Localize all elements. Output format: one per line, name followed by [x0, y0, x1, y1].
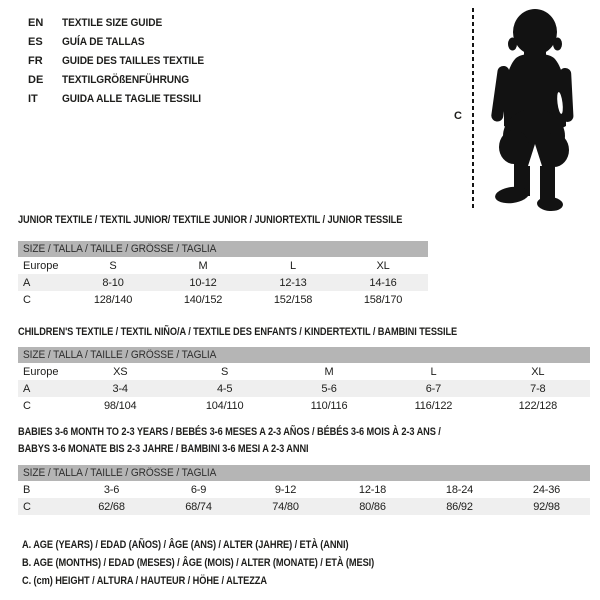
table-row-europe	[18, 257, 428, 274]
babies-textile-table	[18, 424, 590, 515]
table-row-europe	[18, 363, 590, 380]
age-cell: 3-6	[103, 483, 120, 496]
language-label: TEXTILE SIZE GUIDE	[62, 16, 163, 29]
age-cell: 6-9	[190, 483, 207, 496]
height-cell: 80/86	[359, 500, 386, 513]
height-cell: 110/116	[310, 399, 348, 412]
height-cell: 92/98	[533, 500, 560, 513]
height-cell: 128/140	[93, 293, 133, 306]
height-cell: 140/152	[183, 293, 223, 306]
height-cell: 86/92	[446, 500, 473, 513]
footnote-a: A. AGE (YEARS) / EDAD (AÑOS) / ÂGE (ANS) / ALTER (JAHRE) / ETÀ (ANNI)	[22, 539, 349, 551]
age-cell: 6-7	[425, 382, 442, 395]
language-code: DE	[28, 73, 44, 86]
height-cell: 104/110	[205, 399, 244, 412]
age-cell: 24-36	[532, 483, 561, 496]
age-cell: 18-24	[445, 483, 474, 496]
table-row-age	[18, 274, 428, 291]
row-label: Europe	[23, 365, 59, 378]
height-cell: 98/104	[103, 399, 137, 412]
size-cell: XL	[376, 259, 390, 272]
height-cell: 62/68	[98, 500, 125, 513]
baby-silhouette-icon	[483, 6, 595, 212]
size-cell: M	[324, 365, 334, 378]
size-cell: XL	[531, 365, 545, 378]
language-label: GUÍA DE TALLAS	[62, 35, 145, 48]
table-title-line2: BABYS 3-6 MONATE BIS 2-3 JAHRE / BAMBINI 3-6 MESI A 2-3 ANNI	[18, 443, 309, 455]
table-title: CHILDREN'S TEXTILE / TEXTIL NIÑO/A / TEXTILE DES ENFANTS / KINDERTEXTIL / BAMBINI TESSILE	[18, 326, 458, 338]
age-cell: 9-12	[274, 483, 297, 496]
height-measure-label: C	[454, 110, 462, 122]
legend-row-en	[28, 13, 216, 32]
table-grid	[18, 465, 590, 515]
size-header-bar	[18, 347, 590, 363]
legend-row-fr	[28, 51, 216, 70]
age-cell: 14-16	[369, 276, 397, 289]
table-row-age-months	[18, 481, 590, 498]
language-legend	[28, 13, 216, 108]
legend-row-de	[28, 70, 216, 89]
table-grid	[18, 347, 590, 414]
age-cell: 10-12	[189, 276, 217, 289]
size-cell: L	[430, 365, 437, 378]
age-cell: 5-6	[321, 382, 337, 395]
table-row-age	[18, 380, 590, 397]
row-label: B	[23, 483, 31, 496]
row-label: C	[23, 399, 31, 412]
row-label: A	[23, 276, 31, 289]
height-cell: 116/122	[414, 399, 453, 412]
legend-row-it	[28, 89, 216, 108]
legend-row-es	[28, 32, 216, 51]
size-cell: M	[198, 259, 208, 272]
size-cell: L	[290, 259, 296, 272]
height-cell: 74/80	[272, 500, 299, 513]
age-cell: 8-10	[102, 276, 124, 289]
footnotes	[22, 536, 441, 590]
height-cell: 158/170	[363, 293, 403, 306]
age-cell: 4-5	[216, 382, 233, 395]
row-label: C	[23, 500, 31, 513]
row-label: Europe	[23, 259, 59, 272]
age-cell: 3-4	[112, 382, 128, 395]
age-cell: 7-8	[530, 382, 546, 395]
age-cell: 12-13	[279, 276, 307, 289]
height-cell: 122/128	[518, 399, 558, 412]
height-measure-line	[472, 8, 474, 210]
size-header-label: SIZE / TALLA / TAILLE / GRÖSSE / TAGLIA	[23, 243, 217, 255]
table-title: JUNIOR TEXTILE / TEXTIL JUNIOR/ TEXTILE JUNIOR / JUNIORTEXTIL / JUNIOR TESSILE	[18, 214, 403, 226]
height-cell: 68/74	[185, 500, 212, 513]
size-cell: XS	[113, 365, 128, 378]
size-header-bar	[18, 465, 590, 481]
size-cell: S	[109, 259, 117, 272]
junior-textile-table	[18, 212, 428, 308]
size-header-label: SIZE / TALLA / TAILLE / GRÖSSE / TAGLIA	[23, 349, 217, 361]
language-label: GUIDA ALLE TAGLIE TESSILI	[62, 92, 202, 105]
table-title-line1: BABIES 3-6 MONTH TO 2-3 YEARS / BEBÉS 3-6 MESES A 2-3 AÑOS / BÉBÉS 3-6 MOIS À 2-3 ANS /	[18, 426, 441, 438]
age-cell: 12-18	[358, 483, 387, 496]
height-cell: 152/158	[273, 293, 313, 306]
footnote-b: B. AGE (MONTHS) / EDAD (MESES) / ÂGE (MOIS) / ALTER (MONATE) / ETÀ (MESI)	[22, 557, 375, 569]
language-code: ES	[28, 35, 43, 48]
size-header-label: SIZE / TALLA / TAILLE / GRÖSSE / TAGLIA	[23, 467, 217, 479]
language-code: IT	[28, 92, 38, 105]
table-row-height	[18, 397, 590, 414]
size-cell: S	[221, 365, 229, 378]
language-code: FR	[28, 54, 43, 67]
childrens-textile-table	[18, 324, 590, 414]
footnote-c: C. (cm) HEIGHT / ALTURA / HAUTEUR / HÖHE / ALTEZZA	[22, 575, 267, 587]
language-code: EN	[28, 16, 44, 29]
row-label: C	[23, 293, 31, 306]
row-label: A	[23, 382, 31, 395]
table-grid	[18, 241, 428, 308]
size-header-bar	[18, 241, 428, 257]
language-label: TEXTILGRÖßENFÜHRUNG	[62, 73, 190, 86]
table-row-height	[18, 498, 590, 515]
language-label: GUIDE DES TAILLES TEXTILE	[62, 54, 205, 67]
table-row-height	[18, 291, 428, 308]
